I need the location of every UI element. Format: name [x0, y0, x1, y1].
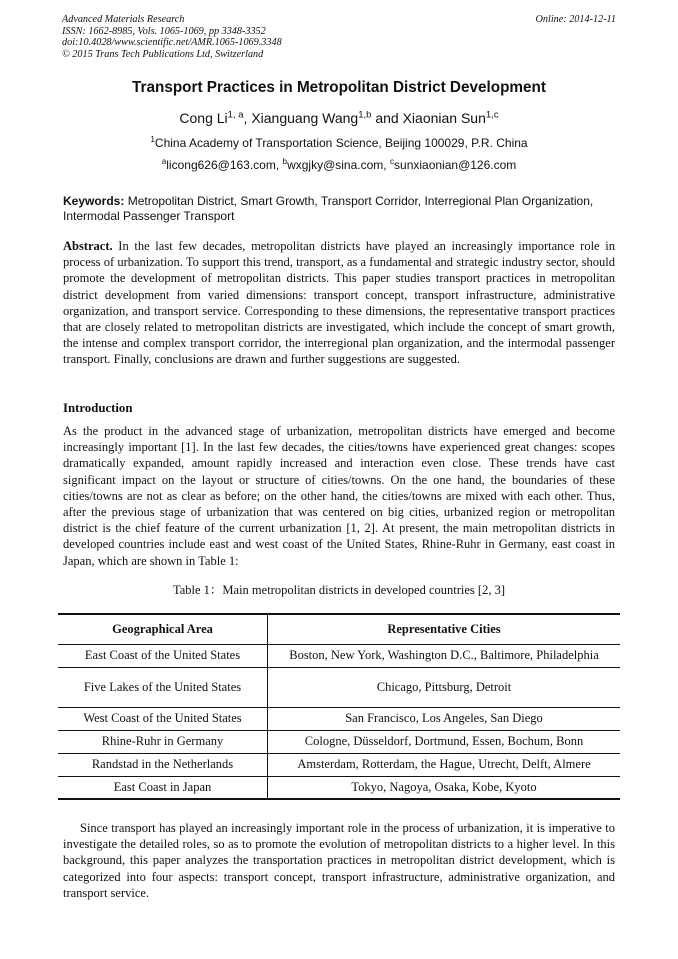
author-superscript: 1,c	[485, 109, 499, 121]
affiliation-text: China Academy of Transportation Science, Beijing 100029, P.R. China	[154, 136, 528, 150]
table-caption: Table 1：Main metropolitan districts in developed countries [2, 3]	[172, 583, 506, 597]
email-superscript: c	[389, 157, 395, 166]
table-cell-cities: Tokyo, Nagoya, Osaka, Kobe, Kyoto	[351, 779, 537, 794]
author-separator: and	[371, 110, 403, 126]
table-header-cell: Geographical Area	[58, 614, 268, 644]
abstract-label: Abstract.	[63, 239, 113, 253]
metropolitan-districts-table	[58, 613, 620, 800]
affiliation-superscript: 1	[150, 135, 155, 144]
abstract	[63, 238, 615, 368]
table-header-row	[58, 614, 620, 644]
closing-paragraph: Since transport has played an increasingly important role in the process of urbanization, it is imperative to investigate the detailed roles, so as to promote the evolution of metropolitan districts to a higher level. In this background, this paper analyzes the transportation practices in metropolitan district development, which is categorized into four aspects: transport concept, transport infrastructure, administrative organization, and transport service.	[63, 821, 615, 900]
author-name: Xiaonian Sun	[402, 110, 486, 126]
email-address: wxgjky@sina.com,	[287, 158, 390, 172]
keywords-label: Keywords:	[63, 194, 125, 208]
table-cell-area: Randstad in the Netherlands	[58, 753, 268, 776]
table-row	[58, 753, 620, 776]
table-cell-cities: San Francisco, Los Angeles, San Diego	[345, 711, 543, 725]
author-name: Cong Li	[179, 110, 228, 126]
journal-name: Advanced Materials Research	[62, 14, 185, 25]
email-superscript: a	[161, 157, 167, 166]
issn-line: ISSN: 1662-8985, Vols. 1065-1069, pp 3348-3352	[62, 25, 266, 37]
table-cell-cities: Amsterdam, Rotterdam, the Hague, Utrecht, Delft, Almere	[297, 757, 591, 771]
table-row	[58, 707, 620, 730]
table-row	[58, 667, 620, 707]
email-address: sunxiaonian@126.com	[394, 158, 517, 172]
author-superscript: 1, a	[227, 109, 244, 121]
table-cell-area: Rhine-Ruhr in Germany	[58, 730, 268, 753]
author-list	[0, 110, 678, 126]
online-date: Online: 2014-12-11	[535, 14, 616, 25]
affiliation	[0, 136, 678, 150]
introduction-paragraph: As the product in the advanced stage of urbanization, metropolitan districts have emerged and become increasingly important [1]. In the last few decades, the cities/towns have experienced great changes: scopes dramatically expanded, amount rapidly increased and interaction even close. These trends have cast significant impact on the layout or structure of cities/towns. On the one hand, the boundaries of these cities/towns are not as clear as before; on the other hand, the cities/towns are mixed with each other. Thus, after the previous stage of urbanization that was centered on big cities, urbanized region or metropolitan district is the chief feature of the current urbanization [1, 2]. At present, the main metropolitan districts in developed countries include east and west coast of the United States, Rhine-Ruhr in Germany, east coast in Japan, which are shown in Table 1:	[63, 424, 615, 568]
abstract-text: In the last few decades, metropolitan districts have played an increasingly importance role in process of urbanization. To support this trend, transport, as a fundamental and strategic industry sector, should promote the development of metropolitan districts. This paper studies transport practices in metropolitan district development from varied dimensions: transport concept, transport infrastructure, administrative organization, and transport service. Corresponding to these dimensions, the representative transport practices that are closely related to metropolitan districts are investigated, which include the concept of smart growth, the intense and complex transport corridor, the interregional plan organization, and the intermodal passenger transport. Finally, conclusions are drawn and further suggestions are suggested.	[63, 239, 615, 367]
journal-header	[62, 14, 616, 60]
table-cell-area: Five Lakes of the United States	[58, 667, 268, 707]
doi-line: doi:10.4028/www.scientific.net/AMR.1065-1069.3348	[62, 37, 282, 49]
author-superscript: 1,b	[358, 109, 372, 121]
table-cell-area: East Coast of the United States	[58, 644, 268, 667]
keywords-text: Metropolitan District, Smart Growth, Transport Corridor, Interregional Plan Organization, Intermodal Passenger Transport	[63, 194, 594, 223]
table-cell-area: West Coast of the United States	[58, 707, 268, 730]
table-header-cell: Representative Cities	[387, 621, 501, 636]
author-separator: ,	[243, 110, 252, 126]
copyright-line: © 2015 Trans Tech Publications Ltd, Switzerland	[62, 48, 264, 60]
keywords	[63, 194, 615, 224]
table-cell-area: East Coast in Japan	[58, 776, 268, 799]
table-cell-cities: Cologne, Düsseldorf, Dortmund, Essen, Bochum, Bonn	[304, 734, 584, 748]
table-row	[58, 644, 620, 667]
email-superscript: b	[282, 157, 288, 166]
email-address: licong626@163.com,	[166, 158, 283, 172]
email-list	[0, 158, 678, 172]
author-name: Xianguang Wang	[251, 110, 359, 126]
table-row	[58, 776, 620, 799]
section-heading: Introduction	[63, 401, 133, 415]
table-row	[58, 730, 620, 753]
table-cell-cities: Boston, New York, Washington D.C., Baltimore, Philadelphia	[289, 648, 599, 662]
table-cell-cities: Chicago, Pittsburg, Detroit	[376, 679, 512, 694]
paper-title: Transport Practices in Metropolitan District Development	[132, 79, 546, 96]
